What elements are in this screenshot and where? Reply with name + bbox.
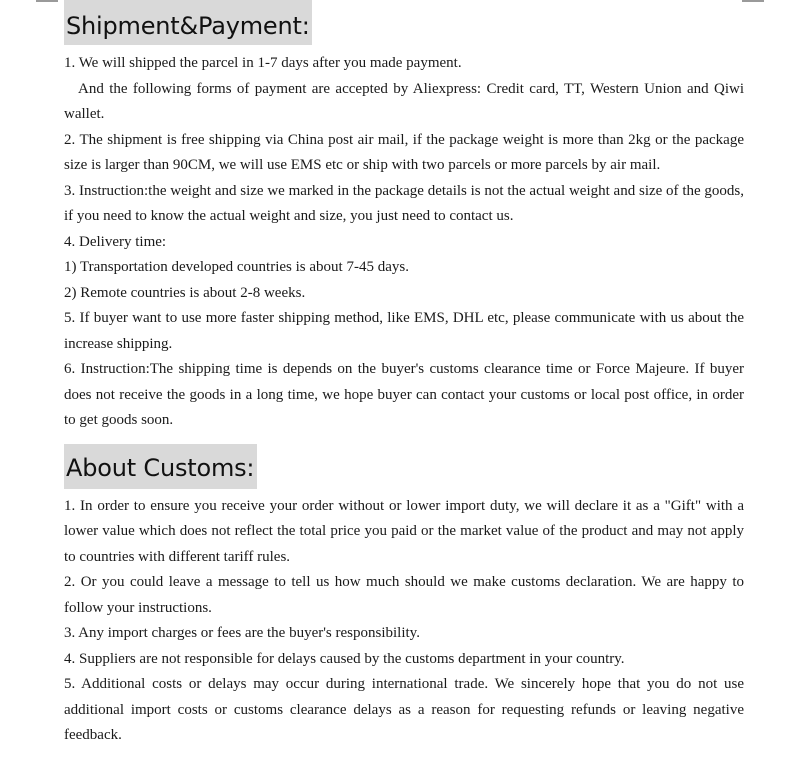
customs-paragraph: 2. Or you could leave a message to tell us how much should we make customs declaration. We are happy to follow your instructions. [64, 574, 744, 616]
customs-paragraph: 4. Suppliers are not responsible for delays caused by the customs department in your country. [64, 650, 625, 667]
about-customs-section [64, 494, 744, 749]
shipment-paragraph: 2. The shipment is free shipping via China post air mail, if the package weight is more than 2kg or the package size is larger than 90CM, we will use EMS etc or ship with two parcels or more parcels by air mail. [64, 131, 744, 173]
shipment-payment-heading: Shipment&Payment: [64, 0, 312, 45]
customs-paragraph: 1. In order to ensure you receive your order without or lower import duty, we will declare it as a "Gift" with a lower value which does not reflect the total price you paid or the market value of the product and may not apply to countries with different tariff rules. [64, 497, 744, 565]
shipment-paragraph: 3. Instruction:the weight and size we marked in the package details is not the actual weight and size of the goods, if you need to know the actual weight and size, you just need to contact us. [64, 182, 744, 224]
about-customs-heading: About Customs: [64, 444, 257, 489]
shipment-paragraph: 4. Delivery time: [64, 233, 167, 250]
shipment-paragraph: 5. If buyer want to use more faster shipping method, like EMS, DHL etc, please communicate with us about the increase shipping. [64, 310, 744, 352]
top-left-divider [36, 0, 58, 2]
shipment-paragraph: 2) Remote countries is about 2-8 weeks. [64, 284, 306, 301]
shipment-payment-section [64, 51, 744, 434]
shipment-paragraph: 6. Instruction:The shipping time is depends on the buyer's customs clearance time or Force Majeure. If buyer does not receive the goods in a long time, we hope buyer can contact your customs or local post office, in order to get goods soon. [64, 361, 744, 428]
customs-paragraph: 5. Additional costs or delays may occur during international trade. We sincerely hope that you do not use additional import costs or customs clearance delays as a reason for requesting refunds or leaving negative feedback. [64, 676, 744, 743]
shipment-paragraph: And the following forms of payment are accepted by Aliexpress: Credit card, TT, Western Union and Qiwi wallet. [64, 80, 744, 122]
policy-document [64, 0, 744, 749]
shipment-paragraph: 1. We will shipped the parcel in 1-7 days after you made payment. [64, 55, 462, 71]
customs-paragraph: 3. Any import charges or fees are the buyer's responsibility. [64, 625, 420, 641]
shipment-paragraph: 1) Transportation developed countries is about 7-45 days. [64, 259, 409, 275]
top-right-divider [742, 0, 764, 2]
